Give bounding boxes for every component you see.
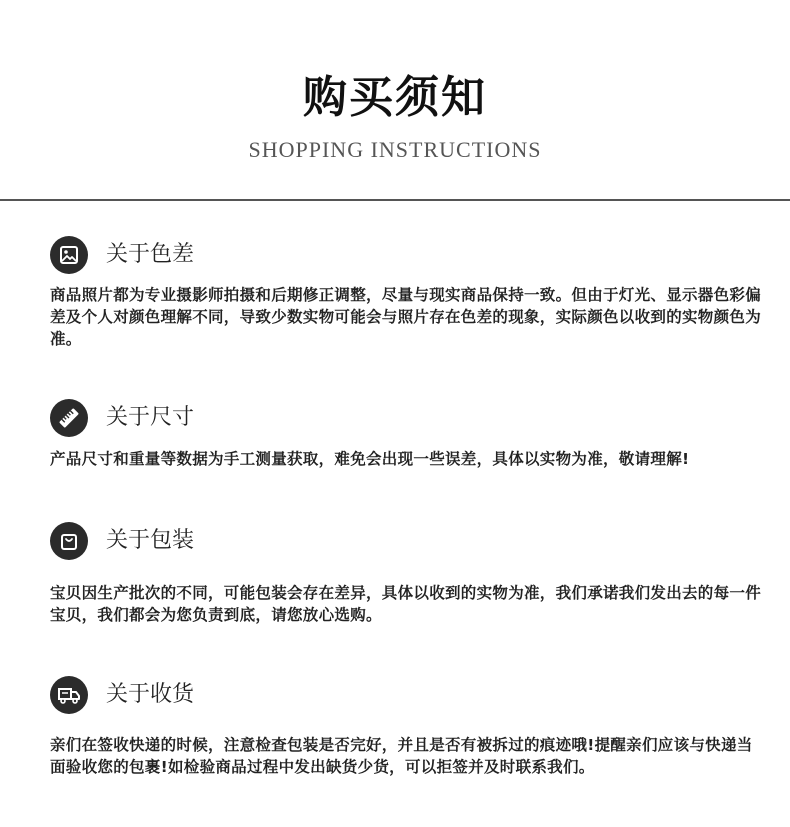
header-divider xyxy=(0,199,790,201)
image-icon xyxy=(50,236,88,274)
section-title: 关于包装 xyxy=(106,528,195,553)
section-text: 商品照片都为专业摄影师拍摄和后期修正调整，尽量与现实商品保持一致。但由于灯光、显示器色彩偏差及个人对颜色理解不同，导致少数实物可能会与照片存在色差的现象，实际颜色以收到的实物颜色为准。 xyxy=(50,286,762,348)
page-title: 购买须知 xyxy=(303,72,487,123)
section-title: 关于收货 xyxy=(106,682,195,707)
page-subtitle: SHOPPING INSTRUCTIONS xyxy=(248,137,542,162)
section-text: 宝贝因生产批次的不同，可能包装会存在差异，具体以收到的实物为准，我们承诺我们发出去的每一件宝贝，我们都会为您负责到底，请您放心选购。 xyxy=(50,584,762,624)
section-header xyxy=(0,676,790,716)
section-header xyxy=(0,522,790,562)
ruler-icon xyxy=(50,399,88,437)
section-header xyxy=(0,236,790,276)
section-header xyxy=(0,399,790,439)
section-packaging xyxy=(0,522,790,624)
section-title: 关于尺寸 xyxy=(106,405,195,430)
section-text: 亲们在签收快递的时候，注意检查包装是否完好，并且是否有被拆过的痕迹哦!提醒亲们应该与快递当面验收您的包裹!如检验商品过程中发出缺货少货，可以拒签并及时联系我们。 xyxy=(50,736,753,776)
section-receiving xyxy=(0,676,790,776)
section-size xyxy=(0,399,790,468)
truck-icon xyxy=(50,676,88,714)
header xyxy=(0,0,790,200)
section-color-difference xyxy=(0,236,790,348)
section-text: 产品尺寸和重量等数据为手工测量获取，难免会出现一些误差，具体以实物为准，敬请理解! xyxy=(50,450,690,468)
section-title: 关于色差 xyxy=(106,242,195,267)
bag-icon xyxy=(50,522,88,560)
